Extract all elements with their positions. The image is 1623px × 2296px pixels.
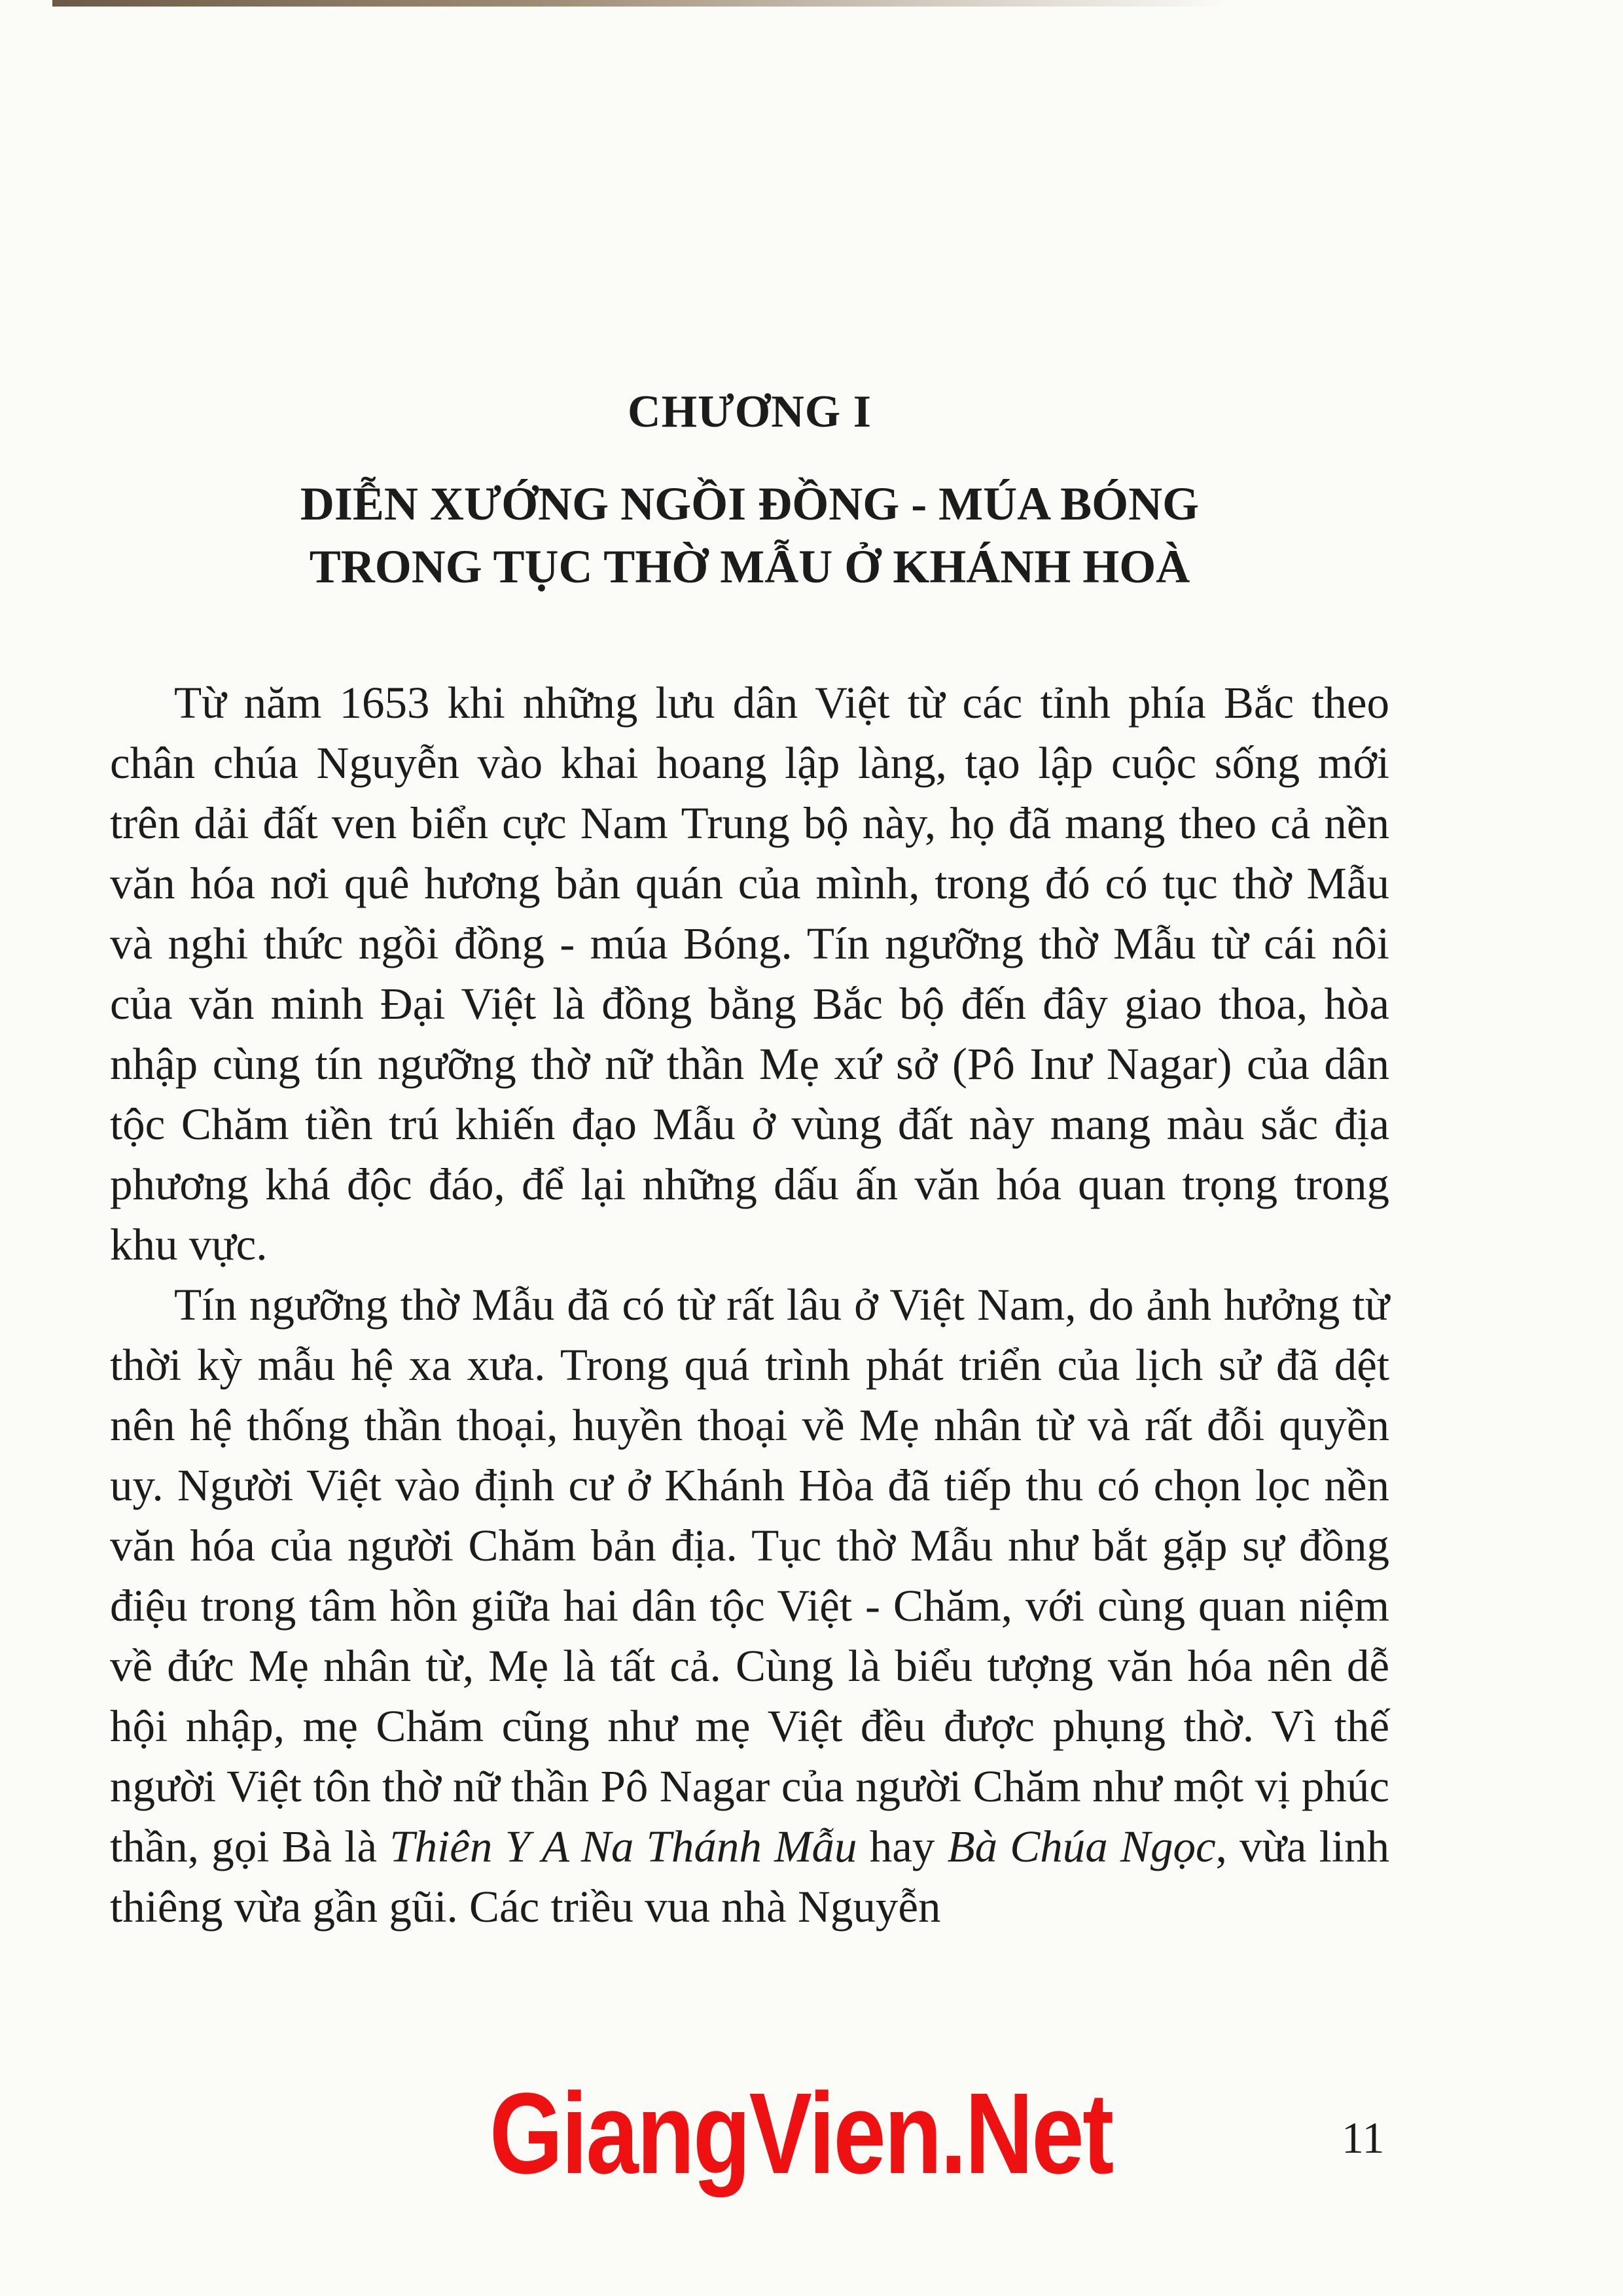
chapter-title <box>110 472 1389 598</box>
page-number: 11 <box>1342 2113 1385 2163</box>
paragraph-1: Từ năm 1653 khi những lưu dân Việt từ các tỉnh phía Bắc theo chân chúa Nguyễn vào khai hoang lập làng, tạo lập cuộc sống mới trên dải đất ven biển cực Nam Trung bộ này, họ đã mang theo cả nền văn hóa nơi quê hương bản quán của mình, trong đó có tục thờ Mẫu và nghi thức ngồi đồng - múa Bóng. Tín ngưỡng thờ Mẫu từ cái nôi của văn minh Đại Việt là đồng bằng Bắc bộ đến đây giao thoa, hòa nhập cùng tín ngưỡng thờ nữ thần Mẹ xứ sở (Pô Inư Nagar) của dân tộc Chăm tiền trú khiến đạo Mẫu ở vùng đất này mang màu sắc địa phương khá độc đáo, để lại những dấu ấn văn hóa quan trọng trong khu vực. <box>110 678 1389 1269</box>
paragraph-2 <box>110 1275 1389 1937</box>
italic-name-thien-y-a-na: Thiên Y A Na Thánh Mẫu <box>389 1822 857 1871</box>
watermark-logo: GiangVien.Net <box>490 2070 1113 2198</box>
chapter-title-line-2: TRONG TỤC THỜ MẪU Ở KHÁNH HOÀ <box>309 540 1190 593</box>
body-text <box>110 673 1389 1937</box>
page-top-edge <box>52 0 1230 7</box>
paragraph-2-end: , vừa linh thiêng vừa gần gũi. Các triều vua nhà Nguyễn <box>110 1822 1389 1932</box>
chapter-title-line-1: DIỄN XƯỚNG NGỒI ĐỒNG - MÚA BÓNG <box>300 478 1200 530</box>
paragraph-2-text: Tín ngưỡng thờ Mẫu đã có từ rất lâu ở Việt Nam, do ảnh hưởng từ thời kỳ mẫu hệ xa xưa. Trong quá trình phát triển của lịch sử đã dệt nên hệ thống thần thoại, huyền thoại về Mẹ nhân từ và rất đỗi quyền uy. Người Việt vào định cư ở Khánh Hòa đã tiếp thu có chọn lọc nền văn hóa của người Chăm bản địa. Tục thờ Mẫu như bắt gặp sự đồng điệu trong tâm hồn giữa hai dân tộc Việt - Chăm, với cùng quan niệm về đức Mẹ nhân từ, Mẹ là tất cả. Cùng là biểu tượng văn hóa nên dễ hội nhập, mẹ Chăm cũng như mẹ Việt đều được phụng thờ. Vì thế người Việt tôn thờ nữ thần Pô Nagar của người Chăm như một vị phúc thần, gọi Bà là <box>110 1280 1389 1871</box>
italic-name-ba-chua-ngoc: Bà Chúa Ngọc <box>947 1822 1216 1871</box>
document-page <box>110 386 1389 1937</box>
paragraph-2-conjunction: hay <box>857 1822 948 1871</box>
chapter-label: CHƯƠNG I <box>628 387 872 437</box>
